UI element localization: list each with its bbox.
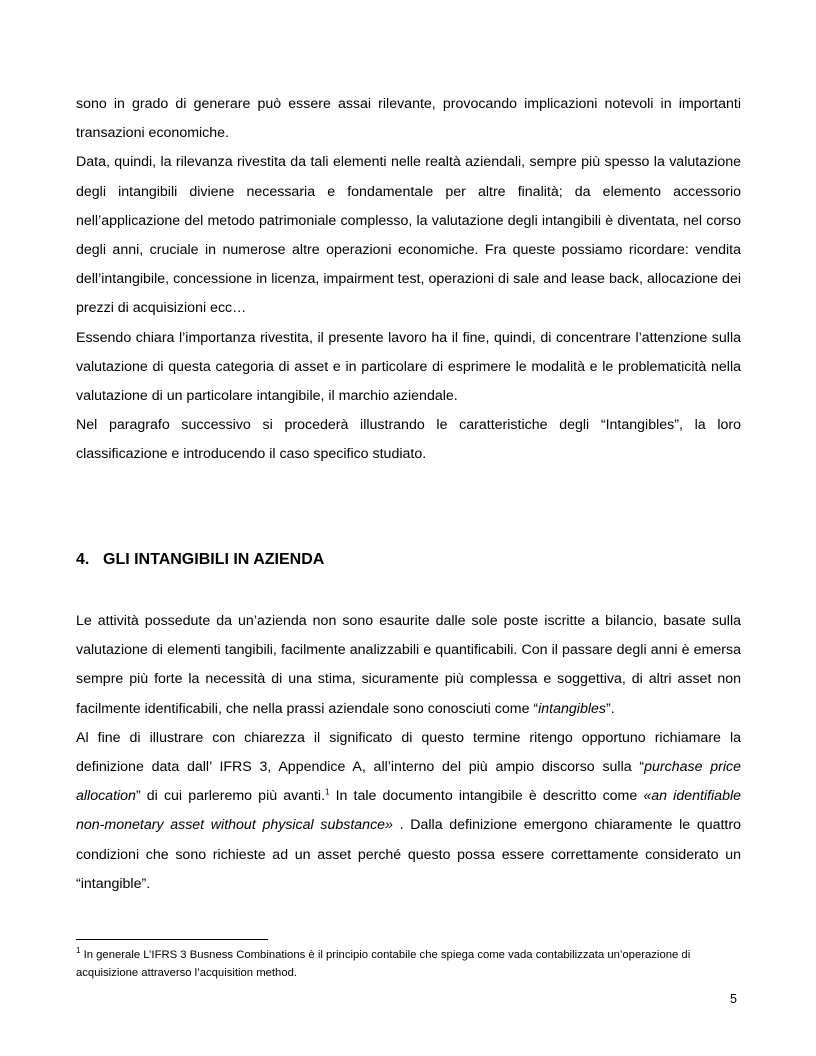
paragraph: Essendo chiara l’importanza rivestita, il presente lavoro ha il fine, quindi, di concentrare l’attenzione sulla valutazione di questa categoria di asset e in particolare di esprimere le modalità e le problematicità nella valutazione di un particolare intangibile, il marchio aziendale. [76,329,741,405]
section-heading [76,545,324,574]
text-run: In tale documento intangibile è descritto come [329,788,644,805]
paragraph [76,724,741,899]
section-number: 4. [76,551,90,568]
footnote-text: In generale L’IFRS 3 Busness Combinations è il principio contabile che spiega come vada contabilizzata un’operazione di acquisizione attraverso l’acquisition method. [76,949,691,979]
section-title: GLI INTANGIBILI IN AZIENDA [103,551,325,568]
italic-term: intangibles [538,700,606,717]
text-run: . Dalla definizione emergono chiaramente le quattro condizioni che sono richieste ad un asset perché questo possa essere correttamente considerato un “intangible”. [76,817,741,892]
footnote-marker: 1 [76,946,81,956]
text-run: Al fine di illustrare con chiarezza il significato di questo termine ritengo opportuno richiamare la definizione data dall’ IFRS 3, Appendice A, all’interno del più ampio discorso sulla “ [76,729,741,776]
paragraph: Nel paragrafo successivo si procederà illustrando le caratteristiche degli “Intangibles”, la loro classificazione e introducendo il caso specifico studiato. [76,417,741,463]
paragraph: Data, quindi, la rilevanza rivestita da tali elementi nelle realtà aziendali, sempre più spesso la valutazione degli intangibili diviene necessaria e fondamentale per altre finalità; da elemento accessorio nell’applicazione del metodo patrimoniale complesso, la valutazione degli intangibili è diventata, nel corso degli anni, cruciale in numerose altre operazioni economiche. Fra queste possiamo ricordare: vendita dell’intangibile, concessione in licenza, impairment test, operazioni di sale and lease back, allocazione dei prezzi di acquisizioni ecc… [76,154,741,317]
footnote-divider [76,939,268,940]
paragraph [76,607,741,724]
text-run: ” di cui parleremo più avanti. [135,788,326,805]
footnote [76,946,741,982]
italic-term: purchase price allocation [76,759,742,805]
text-run: Le attività possedute da un’azienda non sono esaurite dalle sole poste iscritte a bilancio, basate sulla valutazione di elementi tangibili, facilmente analizzabili e quantificabili. Con il passare degli anni è emersa sempre più forte la necessità di una stima, sicuramente più complessa e soggettiva, di altri asset non facilmente identificabili, che nella prassi aziendale sono conosciuti come “ [76,613,741,717]
section-body [76,607,741,899]
intro-text [76,90,741,470]
footnote-ref[interactable]: 1 [325,787,330,797]
page-number: 5 [730,992,737,1006]
text-run: ”. [605,700,615,717]
italic-quote: «an identifiable non-monetary asset without physical substance» [76,788,742,834]
paragraph: sono in grado di generare può essere assai rilevante, provocando implicazioni notevoli in importanti transazioni economiche. [76,96,741,142]
